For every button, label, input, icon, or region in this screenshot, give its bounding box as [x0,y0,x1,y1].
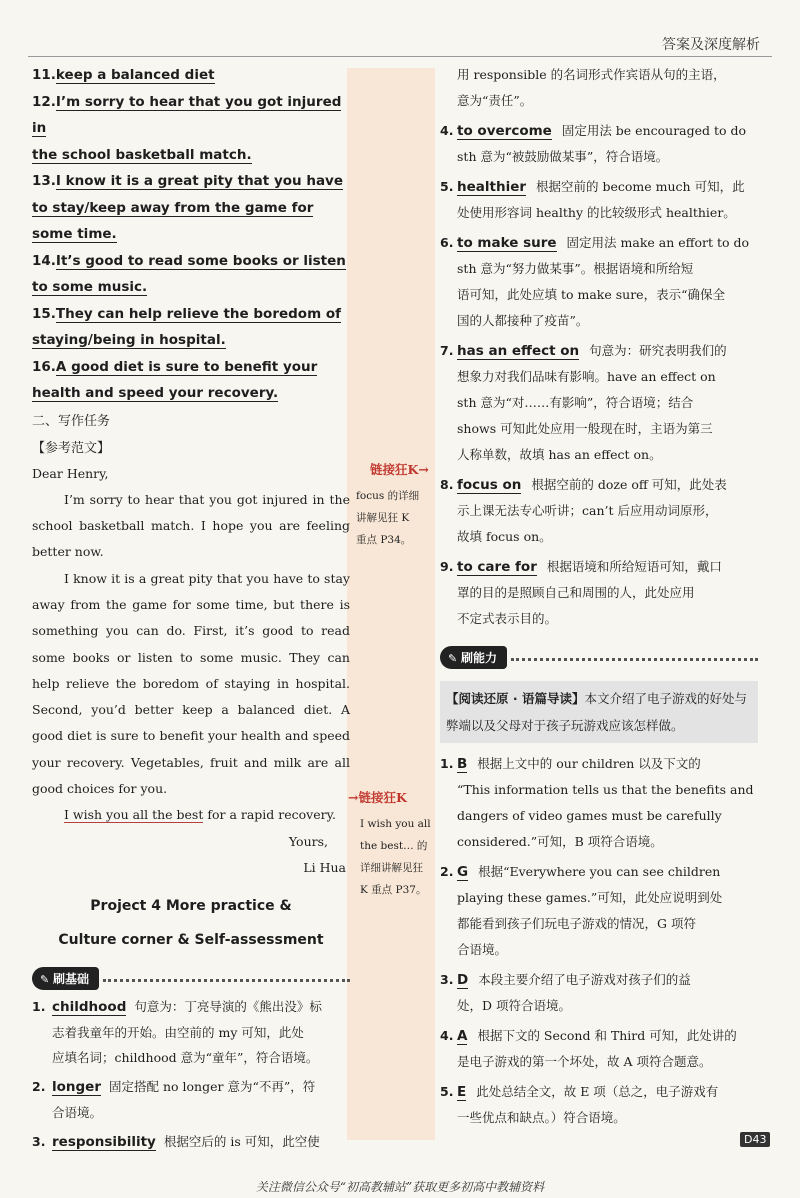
answer-number: 3. [32,1134,46,1150]
answer-text: the school basketball match. [32,146,252,163]
essay-signature: Li Hua [303,859,346,875]
answer-item [32,1074,350,1125]
link-label-focus[interactable]: 链接狂K→ [370,462,429,477]
answer-item [32,1129,350,1155]
answer-key: to overcome [457,123,552,139]
answer-explanation-line: sth 意为“努力做某事”。根据语境和所给短 [457,261,694,276]
answer-explanation: 句意为：研究表明我们的 [589,343,727,358]
answer-explanation-line: 一些优点和缺点。）符合语境。 [457,1110,626,1125]
side-note-line: 详细讲解见狂 [360,862,423,874]
side-note-strip [347,68,435,1140]
reading-intro-label: 【阅读还原 · 语篇导读】 [446,691,585,706]
answer-line [32,221,350,248]
side-note-line: K 重点 P37。 [360,884,427,896]
answer-key: childhood [52,999,127,1016]
answer-line [32,354,350,381]
answer-number: 6. [440,235,454,250]
answer-item [440,859,758,963]
answer-explanation-line: 合语境。 [457,942,508,957]
answer-explanation-line: dangers of video games must be carefully [457,808,722,823]
side-note-line: the best… 的 [360,840,428,852]
answer-number: 2. [440,864,454,879]
ability-practice-badge: ✎ 刷能力 [440,646,507,669]
side-note-line: 讲解见狂 K [356,512,410,524]
answer-explanation: 本段主要介绍了电子游戏对孩子们的益 [478,972,691,987]
answer-explanation-line: playing these games.”可知，此处应说明到处 [457,890,723,905]
answer-number: 9. [440,559,454,574]
basic-answer-list [32,994,350,1155]
explanation-line: 意为“责任”。 [457,93,533,108]
dotted-divider [103,979,350,982]
answer-explanation-line: 不定式表示目的。 [457,611,558,626]
header-rule [28,56,772,57]
answer-item [440,1023,758,1075]
answer-explanation: 根据“Everywhere you can see children [478,864,721,879]
answer-item-first-line [440,230,758,256]
answer-item-first-line [440,859,758,885]
answer-number: 11. [32,67,56,83]
answer-explanation-line: 处使用形容词 healthy 的比较级形式 healthier。 [457,205,736,220]
link-label-wish[interactable]: →链接狂K [348,790,407,805]
answer-line [32,142,350,169]
answer-list [32,62,350,407]
answer-text: health and speed your recovery. [32,385,279,401]
project-title-line-1: Project 4 More practice & [90,898,292,915]
answer-key: has an effect on [457,343,580,359]
essay-paragraph-3-rest: for a rapid recovery. [203,807,336,823]
answer-item-first-line [440,174,758,200]
answer-item [32,994,350,1070]
answer-explanation-line: 想象力对我们品味有影响。have an effect on [457,369,716,384]
answer-text: I know it is a great pity that you have [55,173,344,189]
answer-item-first-line [32,1074,350,1100]
answer-item-first-line [32,1129,350,1155]
answer-key: A [457,1028,468,1044]
answer-explanation: 根据空前的 doze off 可知，此处表 [531,477,727,492]
reading-answer-list [440,751,758,1131]
answer-line [32,168,350,195]
answer-explanation-line: sth 意为“对……有影响”，符合语境；结合 [457,395,694,410]
answer-line [32,89,350,142]
basic-badge-row [32,967,350,990]
essay-paragraph-1: I’m sorry to hear that you got injured in the school basketball match. I hope you are feeling better now. [32,491,350,560]
essay-greeting: Dear Henry, [32,465,109,481]
right-answer-list [440,118,758,632]
answer-number: 3. [440,972,454,987]
side-note-line: I wish you all [360,818,431,830]
explanation-line: 用 responsible 的名词形式作宾语从句的主语， [457,67,726,82]
answer-explanation: 固定搭配 no longer 意为“不再”，符 [109,1079,316,1095]
answer-line [32,380,350,407]
answer-key: G [457,864,469,880]
answer-item [440,174,758,226]
side-note-wish [360,813,431,901]
answer-text: I’m sorry to hear that you got injured in [32,93,342,136]
answer-number: 5. [440,179,454,194]
reading-intro-box [440,681,758,743]
answer-number: 1. [440,756,454,771]
reference-essay-label: 【参考范文】 [32,440,111,456]
answer-explanation: 根据空前的 become much 可知，此 [536,179,745,194]
answer-item-first-line [440,472,758,498]
dotted-divider [511,658,758,661]
answer-explanation-line: 罩的目的是照顾自己和周围的人，此处应用 [457,585,695,600]
answer-text: staying/being in hospital. [32,332,226,348]
answer-item-first-line [440,1079,758,1105]
answer-key: longer [52,1079,101,1096]
basic-practice-badge: ✎ 刷基础 [32,967,99,990]
answer-key: responsibility [52,1134,156,1151]
answer-key: healthier [457,179,527,195]
answer-line [32,301,350,328]
answer-number: 1. [32,999,46,1015]
answer-item [440,472,758,550]
reading-intro-text: 本文介绍了电子游戏的好处与弊端以及父母对于孩子玩游戏应该怎样做。 [446,691,747,733]
continued-explanation [440,62,758,114]
answer-item-first-line [440,751,758,777]
side-note-focus [356,485,419,551]
answer-item-first-line [440,967,758,993]
essay-paragraph-3 [32,802,350,828]
answer-number: 12. [32,93,56,110]
answer-explanation-line: shows 可知此处应用一般现在时，主语为第三 [457,421,713,436]
answer-number: 4. [440,1028,454,1043]
answer-explanation: 根据语境和所给短语可知，戴口 [546,559,722,574]
answer-explanation-line: sth 意为“被鼓励做某事”，符合语境。 [457,149,669,164]
answer-item [440,118,758,170]
answer-number: 13. [32,173,56,189]
answer-explanation: 此处总结全文，故 E 项（总之，电子游戏有 [476,1084,719,1099]
answer-item [440,967,758,1019]
essay-paragraph-2: I know it is a great pity that you have to stay away from the game for some time, but there is something you can do. First, it’s good to read some books or listen to some music. They can help relieve the boredom of staying in hospital. Second, you’d better keep a balanced diet. A good diet is sure to benefit your health and speed your recovery. Vegetables, fruit and milk are all good choices for you. [32,570,350,797]
answer-number: 14. [32,252,56,269]
answer-item-first-line [32,994,350,1020]
answer-key: to make sure [457,235,557,251]
answer-explanation-line: 示上课无法专心听讲；can’t 后应用动词原形， [457,503,718,518]
essay-underlined-phrase: I wish you all the best [64,807,204,823]
right-column [440,62,758,1131]
answer-number: 4. [440,123,454,138]
side-note-line: 重点 P34。 [356,534,412,546]
writing-section-title: 二、写作任务 [32,413,111,429]
answer-explanation-line: considered.”可知，B 项符合语境。 [457,834,663,849]
answer-item-first-line [440,554,758,580]
answer-explanation: 固定用法 be encouraged to do [561,123,747,138]
answer-item [440,554,758,632]
essay-closing: Yours, [288,833,328,849]
answer-explanation: 根据下文的 Second 和 Third 可知，此处讲的 [477,1028,737,1043]
answer-item [440,338,758,468]
answer-line [32,62,350,89]
answer-line [32,195,350,222]
left-column [32,62,350,1155]
page-number: D43 [740,1132,770,1147]
answer-explanation: 固定用法 make an effort to do [566,235,750,250]
answer-explanation-line: 国的人都接种了疫苗”。 [457,313,589,328]
answer-text: to stay/keep away from the game for [32,199,314,216]
project-title-line-2: Culture corner & Self-assessment [58,932,324,949]
answer-explanation-line: “This information tells us that the benefits and [457,782,754,797]
answer-explanation: 根据空后的 is 可知，此空使 [163,1134,320,1150]
answer-number: 8. [440,477,454,492]
answer-number: 5. [440,1084,454,1099]
answer-explanation-line: 都能看到孩子们玩电子游戏的情况，G 项符 [457,916,696,931]
answer-explanation-line: 处，D 项符合语境。 [457,998,571,1013]
answer-key: focus on [457,477,522,493]
answer-explanation: 根据上文中的 our children 以及下文的 [477,756,701,771]
answer-number: 15. [32,305,56,322]
reference-essay [32,461,350,882]
answer-text: They can help relieve the boredom of [55,305,341,322]
page-header-title: 答案及深度解析 [662,37,760,53]
answer-item [440,751,758,855]
ability-badge-row [440,646,758,669]
answer-number: 16. [32,358,56,375]
footer-note: 关注微信公众号“初高教辅站”获取更多初高中教辅资料 [255,1180,545,1194]
answer-key: to care for [457,559,537,575]
answer-text: to some music. [32,279,148,295]
answer-explanation-line: 是电子游戏的第一个坏处，故 A 项符合题意。 [457,1054,712,1069]
answer-number: 7. [440,343,454,358]
answer-line [32,248,350,275]
answer-item [440,230,758,334]
answer-explanation-line: 人称单数，故填 has an effect on。 [457,447,662,462]
side-note-line: focus 的详细 [356,490,420,502]
answer-text: keep a balanced diet [55,67,215,83]
answer-explanation-line: 合语境。 [52,1105,103,1121]
answer-line [32,274,350,301]
answer-explanation-line: 应填名词；childhood 意为“童年”，符合语境。 [52,1050,319,1066]
answer-text: It’s good to read some books or listen [55,252,346,269]
answer-explanation-line: 志着我童年的开始。由空前的 my 可知，此处 [52,1025,304,1041]
answer-key: E [457,1084,467,1100]
answer-line [32,327,350,354]
answer-number: 2. [32,1079,46,1095]
answer-text: some time. [32,226,117,242]
answer-key: B [457,756,468,772]
answer-explanation-line: 语可知，此处应填 to make sure，表示“确保全 [457,287,725,302]
answer-explanation-line: 故填 focus on。 [457,529,552,544]
answer-item-first-line [440,118,758,144]
answer-item-first-line [440,1023,758,1049]
answer-text: A good diet is sure to benefit your [55,358,318,375]
answer-key: D [457,972,469,988]
answer-explanation: 句意为：丁亮导演的《熊出没》标 [134,999,322,1015]
answer-item [440,1079,758,1131]
answer-item-first-line [440,338,758,364]
